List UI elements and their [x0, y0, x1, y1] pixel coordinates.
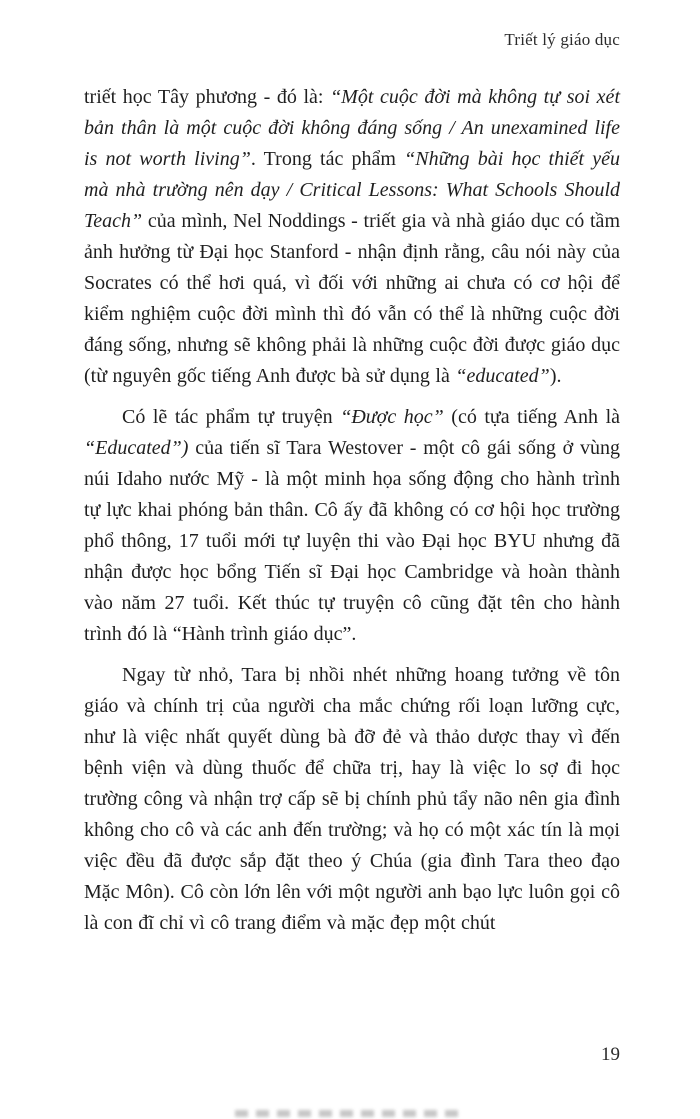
- body-text: (có tựa tiếng Anh là: [443, 406, 620, 428]
- paragraph: [84, 402, 620, 650]
- running-header: Triết lý giáo dục: [504, 30, 620, 49]
- page-body: [84, 82, 620, 939]
- body-text: Ngay từ nhỏ, Tara bị nhồi nhét những hoang tưởng về tôn giáo và chính trị của người cha mắc chứng rối loạn lưỡng cực, như là việc nhất quyết dùng bà đỡ đẻ và thảo dược thay vì đến bệnh viện và dùng thuốc để chữa trị, hay là việc lo sợ đi học trường công và nhận trợ cấp sẽ bị chính phủ tẩy não nên gia đình không cho cô và các anh đến trường; và họ có một xác tín là mọi việc đều đã được sắp đặt theo ý Chúa (gia đình Tara theo đạo Mặc Môn). Cô còn lớn lên với một người anh bạo lực luôn gọi cô là con đĩ chỉ vì cô trang điểm và mặc đẹp một chút: [84, 664, 620, 934]
- quoted-text: “Những bài học thiết yếu mà nhà trường nên dạy / Critical Lessons: What Schools Should Teach”: [84, 148, 621, 232]
- scan-edge-artifact: [235, 1110, 465, 1117]
- page-number: 19: [601, 1044, 620, 1065]
- quoted-text: “Được học”: [340, 406, 444, 428]
- body-text: ).: [549, 365, 562, 387]
- body-text: của mình, Nel Noddings - triết gia và nhà giáo dục có tầm ảnh hưởng từ Đại học Stanford - nhận định rằng, câu nói này của Socrates có thể hơi quá, vì đối với những ai chưa có cơ hội để kiểm nghiệm cuộc đời mình thì đó vẫn có thể là những cuộc đời đáng sống, nhưng sẽ không phải là những cuộc đời được giáo dục (từ nguyên gốc tiếng Anh được bà sử dụng là: [84, 210, 620, 387]
- quoted-text: “Một cuộc đời mà không tự soi xét bản thân là một cuộc đời không đáng sống / An unexamined life is not worth living”: [84, 86, 620, 170]
- body-text: của tiến sĩ Tara Westover - một cô gái sống ở vùng núi Idaho nước Mỹ - là một minh họa sống động cho hành trình tự lực khai phóng bản thân. Cô ấy đã không có cơ hội học trường phổ thông, 17 tuổi mới tự luyện thi vào Đại học BYU nhưng đã nhận được học bổng Tiến sĩ Đại học Cambridge và hoàn thành vào năm 27 tuổi. Kết thúc tự truyện cô cũng đặt tên cho hành trình đó là “Hành trình giáo dục”.: [84, 437, 620, 645]
- quoted-text: “educated”: [455, 365, 550, 387]
- paragraph: [84, 660, 620, 939]
- body-text: Có lẽ tác phẩm tự truyện: [122, 406, 341, 428]
- body-text: . Trong tác phẩm: [250, 148, 405, 170]
- paragraph: [84, 82, 620, 392]
- quoted-text: “Educated”): [84, 437, 189, 459]
- body-text: triết học Tây phương - đó là:: [84, 86, 331, 108]
